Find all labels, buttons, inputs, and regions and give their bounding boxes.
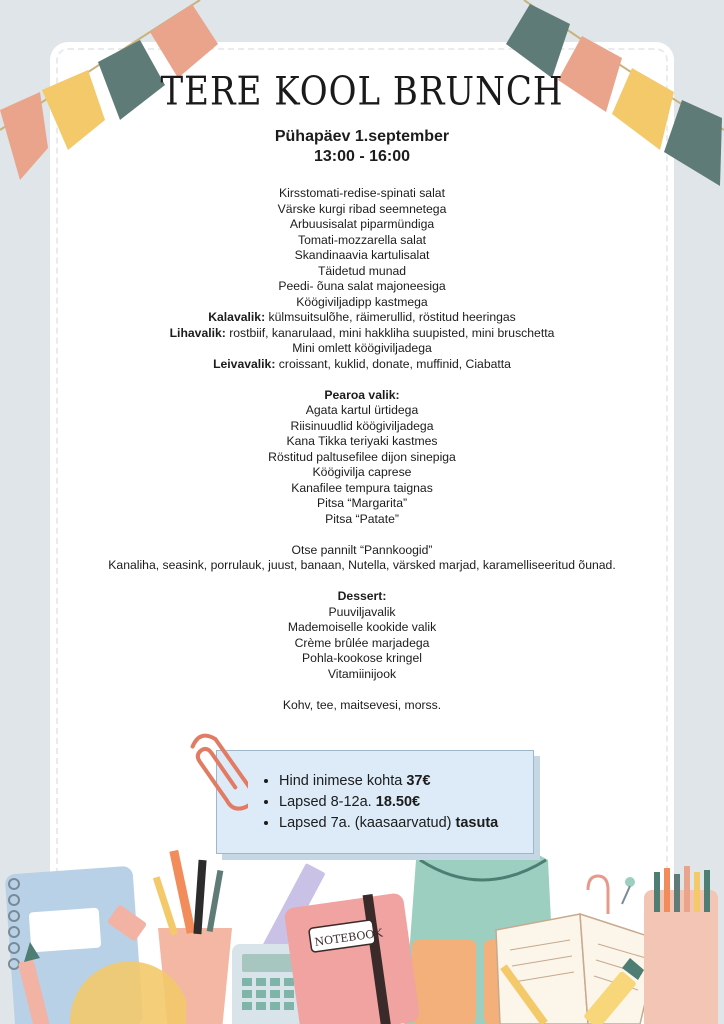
menu-item: Köögiviljadipp kastmega [296, 294, 428, 309]
fish-text: külmsuitsulõhe, räimerullid, röstitud heeringas [265, 310, 516, 324]
main-course-item: Röstitud paltusefilee dijon sinepiga [268, 449, 456, 464]
menu-item: Skandinaavia kartulisalat [294, 248, 430, 262]
pancake-toppings: Kanaliha, seasink, porrulauk, juust, banaan, Nutella, värsked marjad, karamelliseeritud õunad. [108, 558, 616, 572]
drinks: Kohv, tee, maitsevesi, morss. [282, 697, 442, 712]
menu-item: Arbuusisalat piparmündiga [289, 217, 435, 231]
paperclip-icon [188, 728, 248, 818]
menu-list [0, 186, 724, 713]
price-card [216, 750, 534, 854]
main-course-item: Pitsa “Margarita” [316, 496, 408, 510]
page-title: TERE KOOL BRUNCH [160, 69, 564, 115]
main-course-item: Riisinuudlid köögiviljadega [290, 418, 434, 433]
meat-text: rostbiif, kanarulaad, mini hakkliha suupisted, mini bruschetta [225, 325, 555, 340]
main-course-heading: Pearoa valik: [324, 387, 400, 402]
dessert-item: Vitamiinijook [327, 666, 397, 681]
meat-selection [0, 326, 724, 342]
price-item-small-child: • Lapsed 7a. (kaasaarvatud) tasuta [279, 813, 533, 834]
dessert-heading: Dessert: [337, 589, 387, 603]
menu-item: Mini omlett köögiviljadega [292, 341, 432, 355]
event-time: 13:00 - 16:00 [313, 148, 411, 165]
price-list [261, 771, 533, 834]
notebook-label: NOTEBOOK [313, 926, 384, 949]
bread-selection [0, 357, 724, 373]
meat-label: Lihavalik: [169, 325, 226, 340]
price-item-child: • Lapsed 8-12a. 18.50€ [279, 792, 533, 813]
fish-label: Kalavalik: [208, 310, 266, 324]
main-course-item: Agata kartul ürtidega [305, 403, 419, 417]
dessert-item: Mademoiselle kookide valik [287, 620, 437, 634]
bread-label: Leivavalik: [213, 356, 276, 371]
bread-text: croissant, kuklid, donate, muffinid, Ciabatta [275, 356, 511, 371]
menu-item: Peedi- õuna salat majoneesiga [278, 279, 446, 293]
main-course-item: Pitsa “Patate” [325, 511, 399, 526]
menu-item: Kirsstomati-redise-spinati salat [279, 186, 445, 200]
dessert-item: Puuviljavalik [328, 604, 396, 619]
dessert-item: Crème brûlée marjadega [294, 635, 430, 650]
main-course-item: Köögivilja caprese [312, 465, 412, 479]
menu-item: Värske kurgi ribad seemnetega [277, 201, 447, 216]
event-date: Pühapäev 1.september [274, 128, 450, 145]
main-course-item: Kana Tikka teriyaki kastmes [286, 434, 438, 448]
dessert-item: Pohla-kookose kringel [302, 651, 422, 665]
menu-item: Täidetud munad [317, 263, 407, 278]
fish-selection [0, 310, 724, 326]
price-item-adult: • Hind inimese kohta 37€ [279, 771, 533, 792]
menu-item: Tomati-mozzarella salat [297, 232, 426, 247]
main-course-item: Kanafilee tempura taignas [291, 480, 433, 495]
pancake-title: Otse pannilt “Pannkoogid” [291, 542, 433, 557]
